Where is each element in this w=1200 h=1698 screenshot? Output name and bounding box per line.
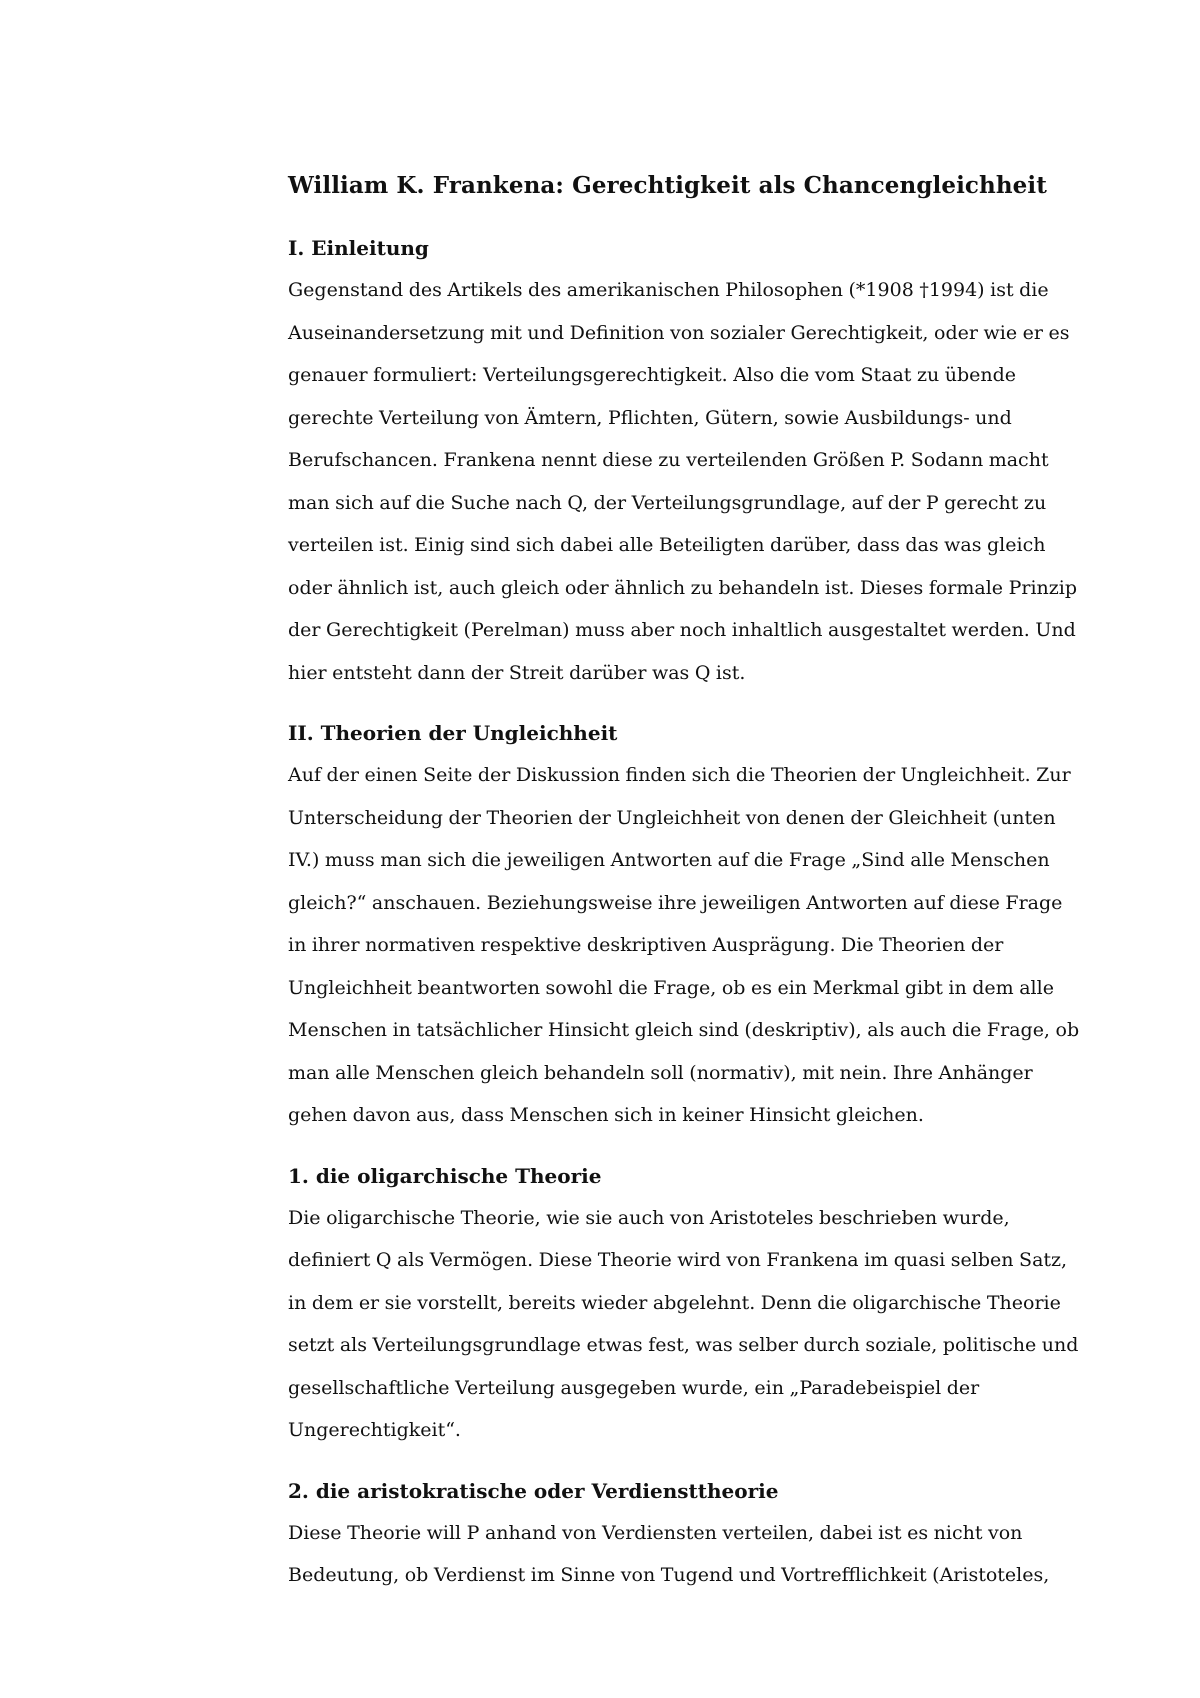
text-line: Unterscheidung der Theorien der Ungleichheit von denen der Gleichheit (unten (288, 806, 1056, 829)
text-line: oder ähnlich ist, auch gleich oder ähnlich zu behandeln ist. Dieses formale Prinzip (288, 576, 1078, 599)
section-paragraph (288, 1197, 1100, 1452)
text-line: Berufschancen. Frankena nennt diese zu verteilenden Größen P. Sodann macht (288, 449, 1049, 471)
document-title: William K. Frankena: Gerechtigkeit als Chancengleichheit (288, 172, 1047, 199)
text-line: man alle Menschen gleich behandeln soll (normativ), mit nein. Ihre Anhänger (288, 1061, 1033, 1084)
text-line: Auseinandersetzung mit und Definition von sozialer Gerechtigkeit, oder wie er es (288, 321, 1070, 344)
text-line: setzt als Verteilungsgrundlage etwas fest, was selber durch soziale, politische und (288, 1334, 1079, 1356)
text-line: gehen davon aus, dass Menschen sich in keiner Hinsicht gleichen. (288, 1104, 924, 1126)
text-line: verteilen ist. Einig sind sich dabei alle Beteiligten darüber, dass das was gleich (288, 534, 1046, 556)
section-oligarchische-theorie (288, 1156, 1100, 1452)
section-theorien-der-ungleichheit (288, 713, 1100, 1137)
document-content (288, 166, 1100, 1616)
text-line: hier entsteht dann der Streit darüber was Q ist. (288, 661, 746, 684)
text-line: in ihrer normativen respektive deskriptiven Ausprägung. Die Theorien der (288, 934, 1004, 956)
text-line: Menschen in tatsächlicher Hinsicht gleich sind (deskriptiv), als auch die Frage, ob (288, 1019, 1080, 1041)
text-line: der Gerechtigkeit (Perelman) muss aber noch inhaltlich ausgestaltet werden. Und (288, 619, 1076, 641)
text-line: genauer formuliert: Verteilungsgerechtigkeit. Also die vom Staat zu übende (288, 364, 1017, 386)
text-line: gerechte Verteilung von Ämtern, Pflichten, Gütern, sowie Ausbildungs- und (288, 406, 1012, 429)
section-paragraph (288, 754, 1100, 1137)
text-line: Diese Theorie will P anhand von Verdiensten verteilen, dabei ist es nicht von (288, 1521, 1023, 1544)
section-paragraph (288, 269, 1100, 694)
text-line: gleich?“ anschauen. Beziehungsweise ihre jeweiligen Antworten auf diese Frage (288, 891, 1063, 914)
section-paragraph (288, 1512, 1100, 1597)
section-heading: I. Einleitung (288, 236, 429, 260)
text-line: in dem er sie vorstellt, bereits wieder abgelehnt. Denn die oligarchische Theorie (288, 1291, 1061, 1314)
text-line: Ungerechtigkeit“. (288, 1419, 461, 1441)
text-line: Gegenstand des Artikels des amerikanischen Philosophen (*1908 †1994) ist die (288, 279, 1049, 301)
section-heading: 1. die oligarchische Theorie (288, 1163, 602, 1188)
text-line: man sich auf die Suche nach Q, der Verteilungsgrundlage, auf der P gerecht zu (288, 491, 1047, 514)
text-line: Bedeutung, ob Verdienst im Sinne von Tugend und Vortrefflichkeit (Aristoteles, (288, 1564, 1050, 1586)
text-line: Die oligarchische Theorie, wie sie auch von Aristoteles beschrieben wurde, (288, 1206, 1010, 1229)
text-line: Ungleichheit beantworten sowohl die Frage, ob es ein Merkmal gibt in dem alle (288, 976, 1054, 999)
text-line: gesellschaftliche Verteilung ausgegeben wurde, ein „Paradebeispiel der (288, 1376, 980, 1399)
text-line: IV.) muss man sich die jeweiligen Antworten auf die Frage „Sind alle Menschen (288, 849, 1050, 871)
text-line: definiert Q als Vermögen. Diese Theorie wird von Frankena im quasi selben Satz, (288, 1249, 1068, 1271)
section-einleitung (288, 228, 1100, 694)
text-line: Auf der einen Seite der Diskussion finden sich die Theorien der Ungleichheit. Zur (288, 764, 1071, 786)
section-heading: II. Theorien der Ungleichheit (288, 721, 618, 745)
section-heading: 2. die aristokratische oder Verdiensttheorie (288, 1478, 779, 1503)
section-aristokratische-theorie (288, 1471, 1100, 1597)
